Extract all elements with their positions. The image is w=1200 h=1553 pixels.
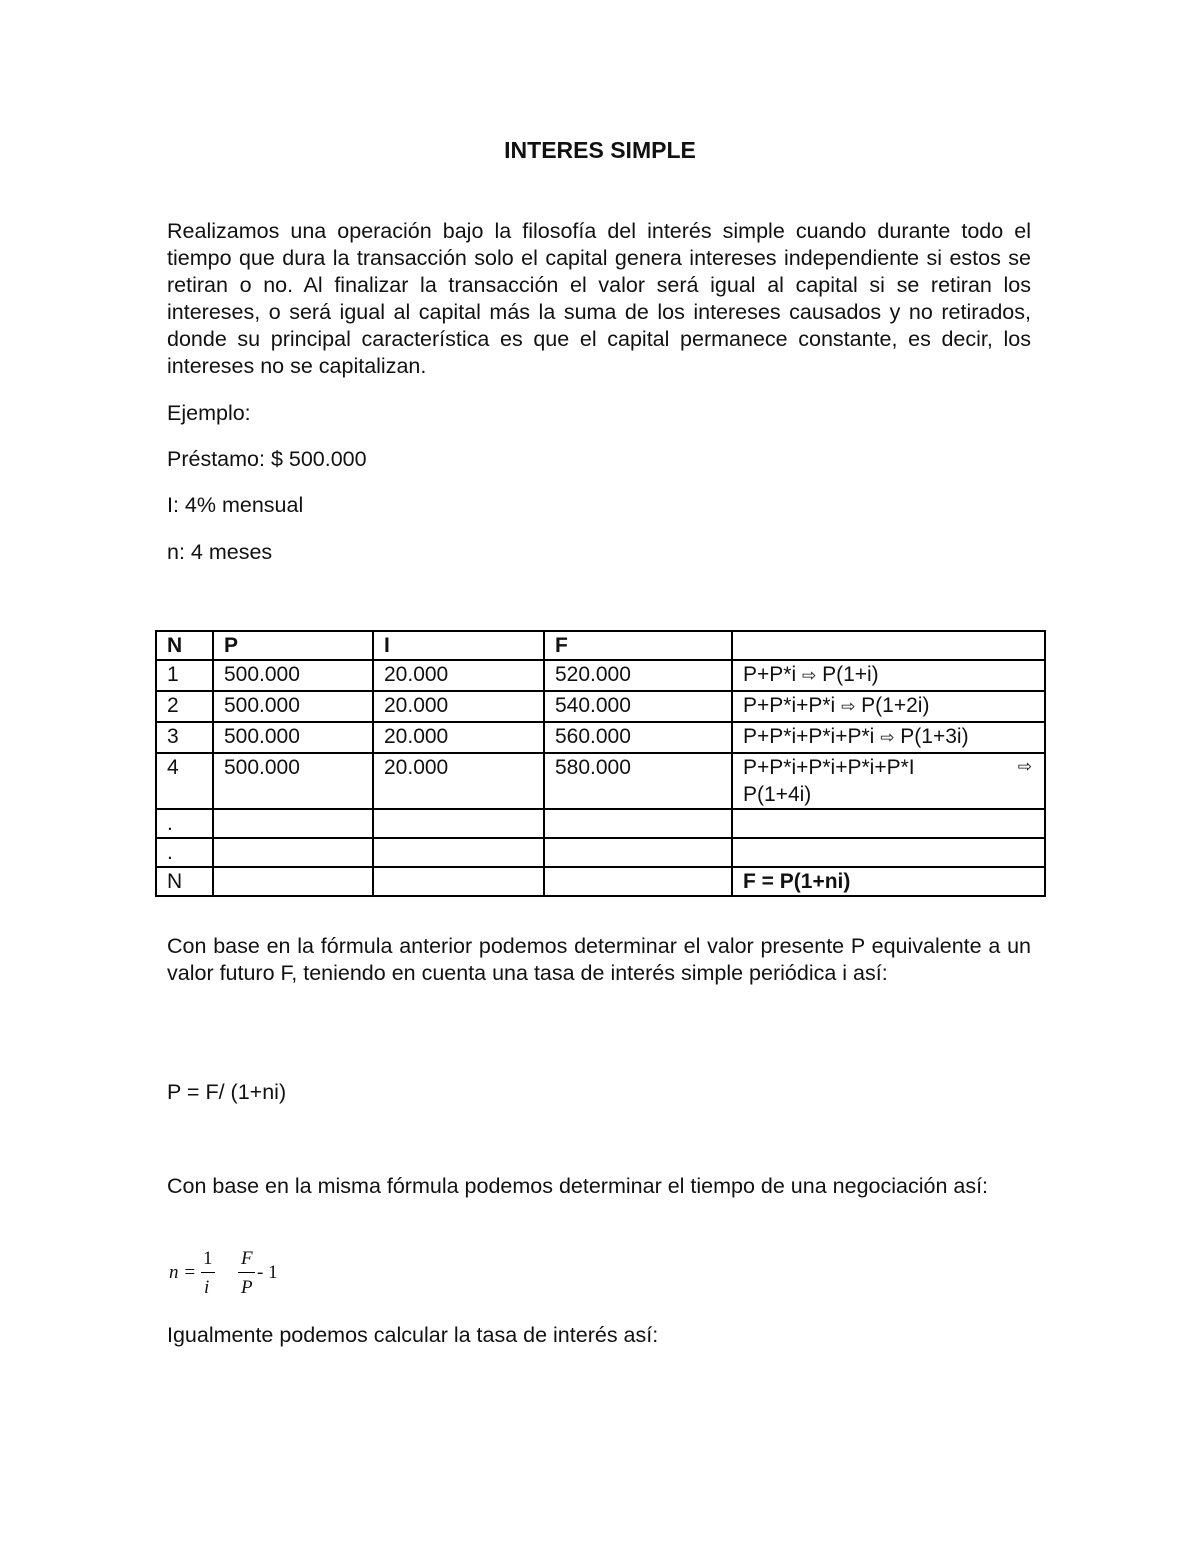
formula-expansion: P+P*i+P*i [743,694,836,717]
table-cell [732,809,1045,838]
present-value-paragraph: Con base en la fórmula anterior podemos determinar el valor presente P equivalente a un valor futuro F, teniendo en cuenta una tasa de interés simple periódica i así: [167,934,1031,985]
time-formula [167,1245,307,1305]
table-cell: 4 [156,753,213,809]
fraction-denominator: P [241,1277,253,1298]
table-cell: 2 [156,691,213,722]
table-cell [373,809,544,838]
general-formula-cell: F = P(1+ni) [732,867,1045,896]
arrow-icon: ⇨ [880,728,895,748]
table-cell [213,838,373,867]
arrow-icon: ⇨ [801,666,817,686]
fraction-denominator: i [204,1277,210,1298]
formula-expansion: P+P*i [743,663,797,686]
formula-lhs: n = [169,1262,197,1283]
time-paragraph: Con base en la misma fórmula podemos determinar el tiempo de una negociación así: [167,1174,989,1198]
table-cell: 560.000 [544,722,732,753]
formula-result: P(1+4i) [743,783,812,806]
table-cell: 500.000 [213,753,373,809]
table-row [156,691,1045,722]
formula-expansion: P+P*i+P*i+P*i+P*I [743,756,915,779]
table-cell [373,867,544,896]
fraction-numerator: 1 [203,1248,213,1269]
table-cell [732,838,1045,867]
present-value-formula: P = F/ (1+ni) [167,1080,287,1104]
fraction-bar [238,1272,255,1273]
table-cell [544,867,732,896]
table-cell: 500.000 [213,722,373,753]
table-cell [213,809,373,838]
table-cell: 20.000 [373,753,544,809]
table-row [156,809,1045,838]
table-cell: 500.000 [213,691,373,722]
table-cell: 1 [156,660,213,691]
table-cell [213,867,373,896]
periods-line: n: 4 meses [167,540,273,564]
fraction-numerator: F [241,1248,253,1269]
table-row [156,838,1045,867]
rate-paragraph: Igualmente podemos calcular la tasa de interés así: [167,1323,659,1347]
formula-cell [732,660,1045,691]
table-cell: . [156,838,213,867]
arrow-icon: ⇨ [1017,757,1032,777]
formula-result: P(1+i) [822,663,879,686]
table-header-cell: N [156,631,213,660]
table-cell: 500.000 [213,660,373,691]
formula-cell [732,753,1045,809]
table-cell: 540.000 [544,691,732,722]
table-row [156,660,1045,691]
table-cell: 520.000 [544,660,732,691]
page-title: INTERES SIMPLE [504,137,696,163]
formula-cell [732,722,1045,753]
example-label: Ejemplo: [167,401,251,425]
table-header-cell: I [373,631,544,660]
intro-paragraph: Realizamos una operación bajo la filosofía del interés simple cuando durante todo el tiempo que dura la transacción solo el capital genera intereses independiente si estos se retiran o no. Al finalizar la transacción el valor será igual al capital si se retiran los intereses, o será igual al capital más la suma de los intereses causados y no retirados, donde su principal característica es que el capital permanece constante, es decir, los intereses no se capitalizan. [167,219,1031,378]
table-row [156,753,1045,809]
table-header-cell: P [213,631,373,660]
table-cell: 580.000 [544,753,732,809]
table-cell [544,809,732,838]
table-cell: 20.000 [373,691,544,722]
arrow-icon: ⇨ [841,697,856,717]
formula-result: P(1+2i) [861,694,930,717]
formula-cell [732,691,1045,722]
table-cell [373,838,544,867]
table-cell: 20.000 [373,660,544,691]
table-cell: . [156,809,213,838]
table-header-row [156,631,1045,660]
table-header-cell [732,631,1045,660]
table-row [156,867,1045,896]
table-cell: 20.000 [373,722,544,753]
interest-table [155,630,1046,897]
loan-line: Préstamo: $ 500.000 [167,447,367,471]
formula-tail: - 1 [257,1262,278,1283]
table-cell: N [156,867,213,896]
formula-result: P(1+3i) [900,725,969,748]
formula-expansion: P+P*i+P*i+P*i [743,725,875,748]
table-row [156,722,1045,753]
rate-line: I: 4% mensual [167,493,304,517]
table-cell: 3 [156,722,213,753]
table-header-cell: F [544,631,732,660]
table-cell [544,838,732,867]
fraction-bar [201,1272,215,1273]
